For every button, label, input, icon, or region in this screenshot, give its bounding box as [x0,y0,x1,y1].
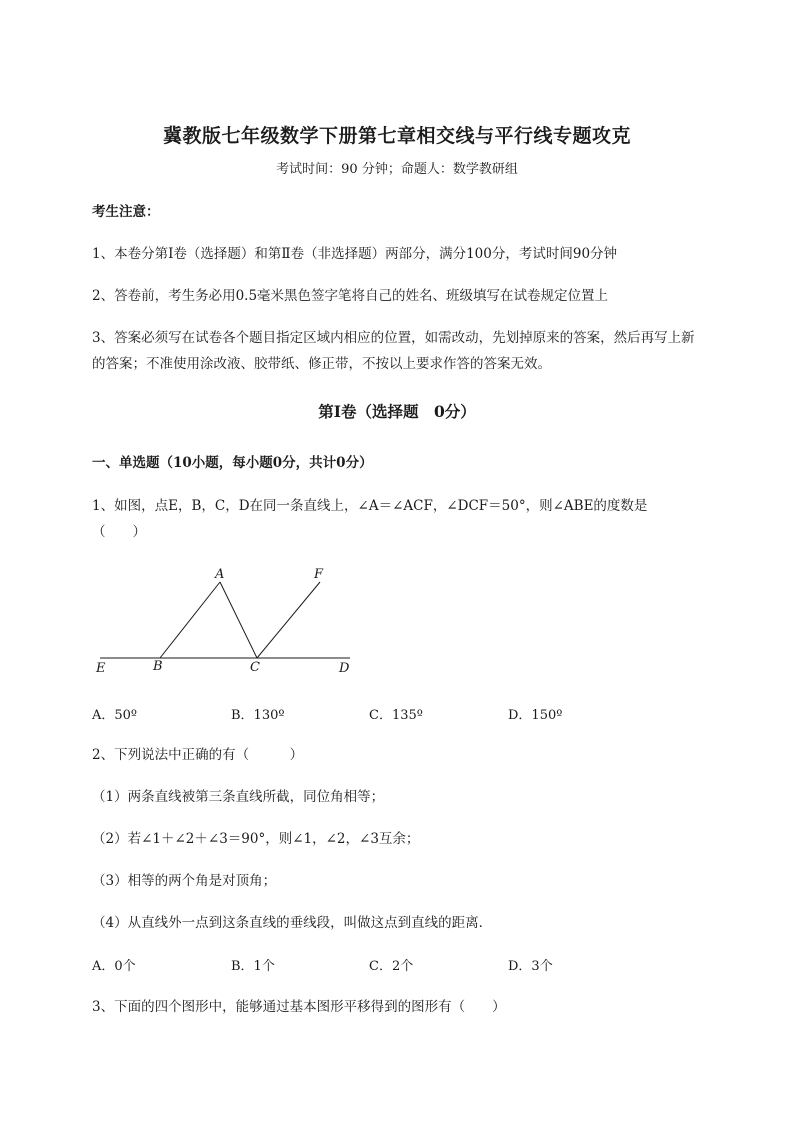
segment-ac [220,582,257,658]
label-d: D [339,661,350,676]
question-3-stem: 3、下面的四个图形中，能够通过基本图形平移得到的图形有（ ） [92,999,506,1015]
label-c: C [250,660,260,675]
q2-option-a[interactable]: A．0个 [92,959,136,974]
q2-statement-3: （3）相等的两个角是对顶角； [92,873,277,889]
label-b: B [153,659,163,674]
label-f: F [314,567,324,582]
page-title: 冀教版七年级数学下册第七章相交线与平行线专题攻克 [162,125,631,147]
notice-item-3-continued: 的答案；不准使用涂改液、胶带纸、修正带，不按以上要求作答的答案无效。 [92,356,551,372]
q1-option-d[interactable]: D．150º [508,708,563,723]
q1-option-a[interactable]: A．50º [92,708,138,723]
segment-ab [160,582,220,658]
q1-option-b[interactable]: B．130º [231,708,285,723]
question-1-blank: （ ） [92,524,146,540]
notice-item-1: 1、本卷分第Ⅰ卷（选择题）和第Ⅱ卷（非选择题）两部分，满分100分，考试时间90分钟 [92,246,618,262]
q2-statement-2: （2）若∠1＋∠2＋∠3＝90°，则∠1，∠2，∠3互余； [92,831,420,847]
label-a: A [215,567,225,582]
q2-statement-4: （4）从直线外一点到这条直线的垂线段，叫做这点到直线的距离． [92,915,493,931]
q1-option-c[interactable]: C．135º [369,708,423,723]
segment-cf [257,582,320,658]
question-1-figure [92,560,362,680]
q2-statement-1: （1）两条直线被第三条直线所截，同位角相等； [92,789,385,805]
q2-option-d[interactable]: D．3个 [508,959,553,974]
q2-option-c[interactable]: C．2个 [369,959,414,974]
q2-option-b[interactable]: B．1个 [231,959,275,974]
exam-info: 考试时间：90 分钟；命题人：数学教研组 [276,162,518,177]
notice-item-2: 2、答卷前，考生务必用0.5毫米黑色签字笔将自己的姓名、班级填写在试卷规定位置上 [92,288,609,304]
question-1-stem: 1、如图，点E，B，C，D在同一条直线上，∠A＝∠ACF，∠DCF＝50°，则∠ABE的度数是 [92,498,648,514]
label-e: E [96,661,106,676]
section-title: 第Ⅰ卷（选择题 0分） [318,402,476,421]
question-2-stem: 2、下列说法中正确的有（ ） [92,747,304,763]
notice-item-3: 3、答案必须写在试卷各个题目指定区域内相应的位置，如需改动，先划掉原来的答案，然后再写上新 [92,330,695,346]
part-heading: 一、单选题（10小题，每小题0分，共计0分） [92,455,373,471]
notice-heading: 考生注意： [92,204,160,220]
